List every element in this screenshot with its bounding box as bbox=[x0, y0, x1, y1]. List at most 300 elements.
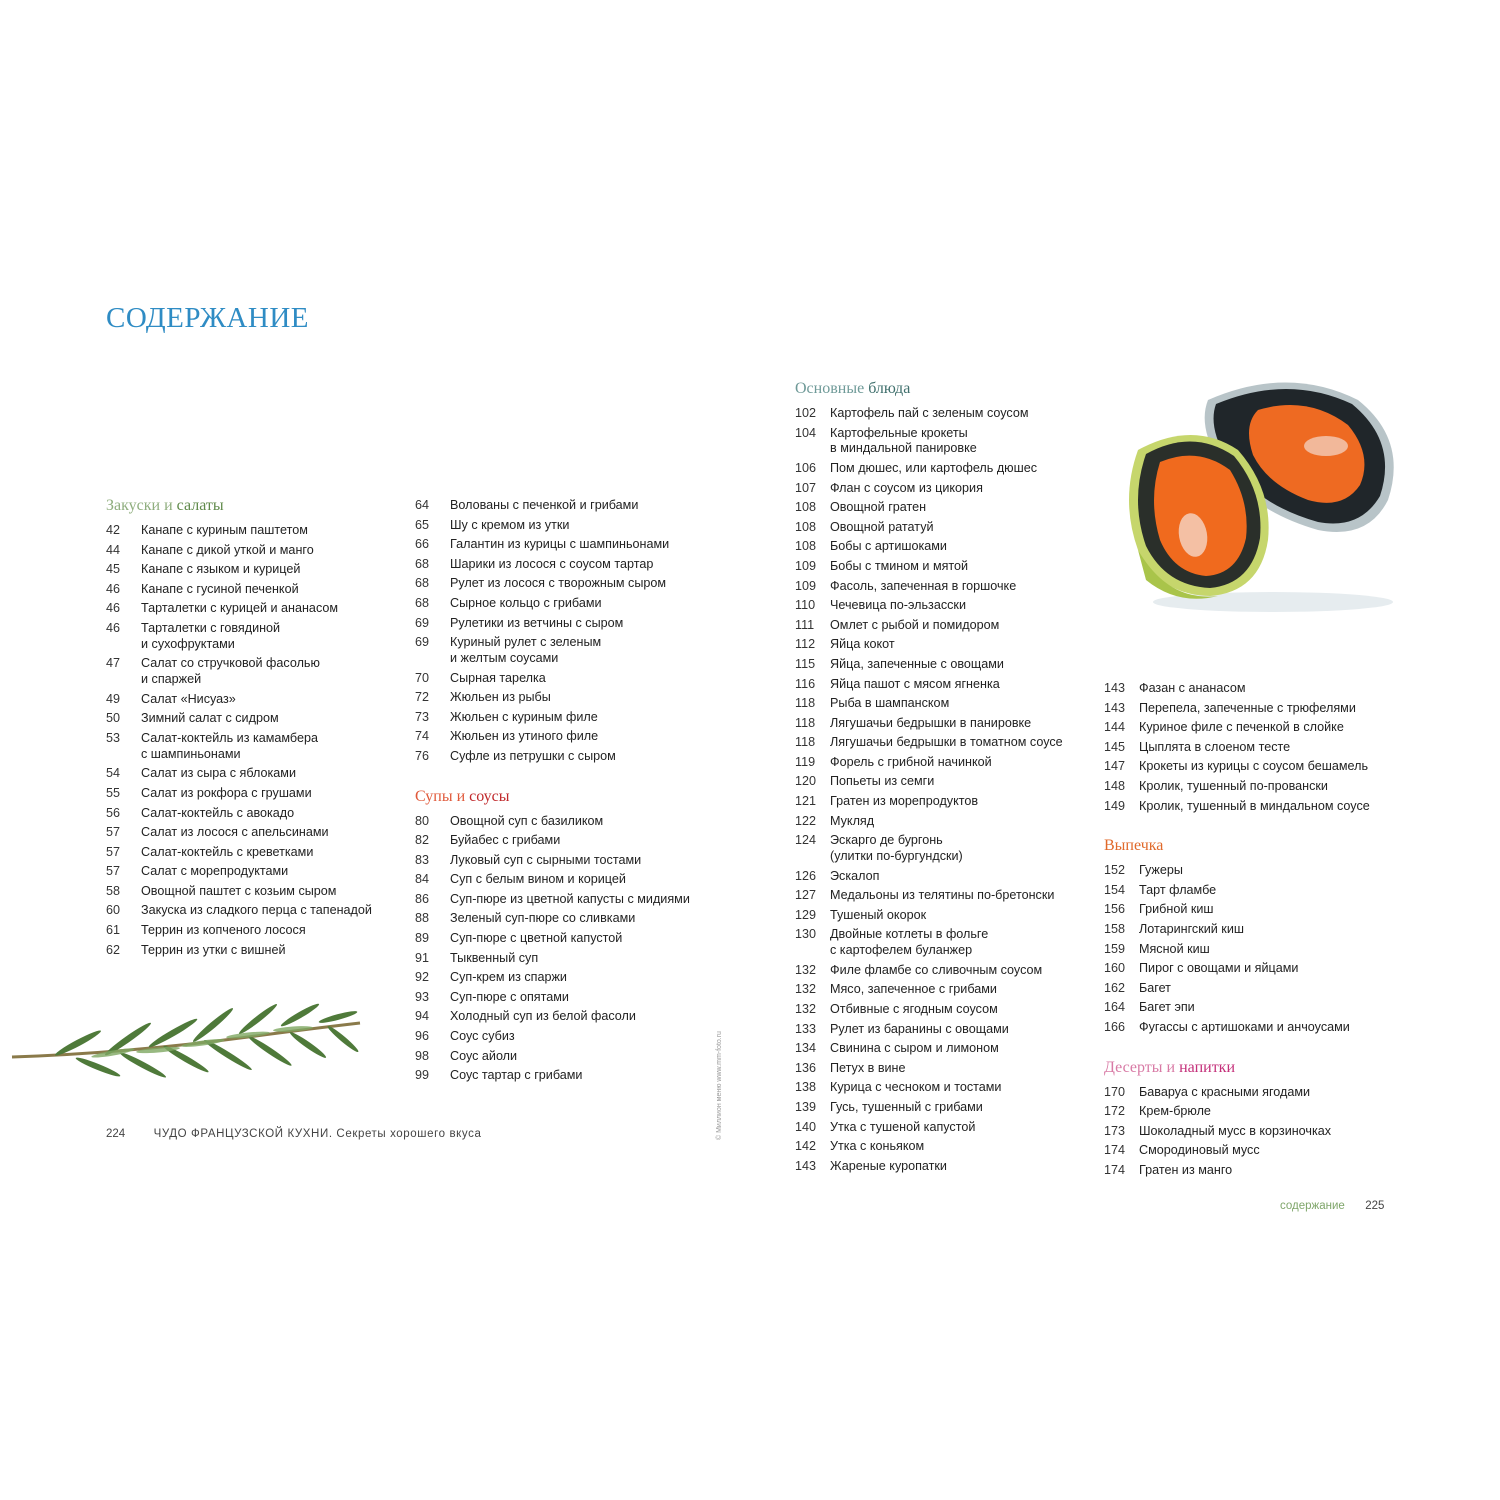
recipe-title: Тыквенный суп bbox=[450, 950, 539, 965]
recipe-title: Флан с соусом из цикория bbox=[830, 480, 983, 495]
toc-entry bbox=[1104, 720, 1404, 736]
toc-entry bbox=[1104, 1124, 1404, 1140]
recipe-title: Кролик, тушенный по-провански bbox=[1139, 778, 1328, 793]
toc-entry bbox=[795, 598, 1125, 614]
page-number: 68 bbox=[415, 576, 430, 591]
page-number: 132 bbox=[795, 1002, 817, 1017]
recipe-title: Утка с коньяком bbox=[830, 1139, 925, 1154]
page-number: 164 bbox=[1104, 1000, 1126, 1015]
toc-entry bbox=[795, 1080, 1125, 1096]
toc-entry bbox=[106, 923, 436, 939]
recipe-title: Фазан с ананасом bbox=[1139, 681, 1246, 695]
toc-entry bbox=[415, 596, 745, 612]
recipe-title: Лягушачьи бедрышки в панировке bbox=[830, 715, 1032, 730]
page-number: 138 bbox=[795, 1080, 817, 1095]
section-heading-vypechka bbox=[1104, 836, 1404, 856]
copyright-note: © Миллион меню www.mm-foto.ru bbox=[716, 1031, 723, 1140]
recipe-title: Бобы с артишоками bbox=[830, 539, 947, 554]
recipe-title: Шоколадный мусс в корзиночках bbox=[1139, 1123, 1332, 1138]
toc-entry bbox=[106, 864, 436, 880]
page-number-right: 225 bbox=[1365, 1200, 1385, 1212]
recipe-title: Пирог с овощами и яйцами bbox=[1139, 961, 1299, 976]
page-number: 121 bbox=[795, 794, 817, 809]
toc-entry bbox=[415, 853, 745, 869]
page-number: 65 bbox=[415, 517, 430, 532]
heading-part-b: соусы bbox=[469, 787, 510, 805]
page-number: 170 bbox=[1104, 1084, 1126, 1099]
toc-entry bbox=[795, 755, 1125, 771]
page-number: 147 bbox=[1104, 759, 1126, 774]
recipe-title: Кролик, тушенный в миндальном соусе bbox=[1139, 798, 1370, 813]
entry-list-osnovnye-cont bbox=[1104, 681, 1404, 814]
recipe-title: Жюльен с куриным филе bbox=[450, 709, 598, 724]
page-number: 154 bbox=[1104, 882, 1126, 897]
section-heading-supy bbox=[415, 787, 745, 807]
recipe-title: Канапе с дикой уткой и манго bbox=[141, 542, 314, 557]
entry-list-vypechka bbox=[1104, 863, 1404, 1036]
toc-entry bbox=[795, 833, 1125, 865]
toc-entry bbox=[106, 884, 436, 900]
toc-entry bbox=[415, 576, 745, 592]
recipe-title: Канапе с гусиной печенкой bbox=[141, 581, 299, 596]
toc-entry bbox=[106, 621, 436, 653]
page-number: 109 bbox=[795, 578, 817, 593]
page-number: 64 bbox=[415, 498, 430, 512]
recipe-title: Шарики из лосося с соусом тартар bbox=[450, 556, 654, 571]
page-number: 84 bbox=[415, 872, 430, 887]
page-number: 68 bbox=[415, 595, 430, 610]
page-number: 108 bbox=[795, 539, 817, 554]
toc-entry bbox=[795, 500, 1125, 516]
toc-entry bbox=[106, 692, 436, 708]
toc-entry bbox=[415, 872, 745, 888]
toc-entry bbox=[795, 1061, 1125, 1077]
toc-entry bbox=[795, 618, 1125, 634]
page-number: 132 bbox=[795, 962, 817, 977]
recipe-title: Багет эпи bbox=[1139, 1000, 1195, 1015]
heading-part-a: Закуски и bbox=[106, 497, 173, 514]
recipe-title: Салат из рокфора с грушами bbox=[141, 785, 312, 800]
heading-part-a: Супы и bbox=[415, 787, 466, 805]
toc-entry bbox=[795, 520, 1125, 536]
recipe-title: Лотарингский киш bbox=[1139, 921, 1244, 936]
toc-entry bbox=[106, 806, 436, 822]
toc-entry bbox=[1104, 681, 1404, 697]
page-number: 82 bbox=[415, 833, 430, 848]
page-number: 93 bbox=[415, 989, 430, 1004]
recipe-title: Террин из копченого лосося bbox=[141, 923, 306, 938]
recipe-title: Закуска из сладкого перца с тапенадой bbox=[141, 903, 372, 918]
recipe-title: Гратен из манго bbox=[1139, 1162, 1233, 1177]
page-number: 69 bbox=[415, 635, 430, 650]
recipe-title: Салат с морепродуктами bbox=[141, 864, 289, 879]
toc-entry bbox=[1104, 942, 1404, 958]
recipe-title: Канапе с куриным паштетом bbox=[141, 523, 308, 537]
recipe-title: Гратен из морепродуктов bbox=[830, 794, 979, 809]
toc-entry bbox=[1104, 1085, 1404, 1101]
recipe-title: Тушеный окорок bbox=[830, 907, 927, 922]
page-number: 49 bbox=[106, 691, 121, 706]
recipe-title: Курица с чесноком и тостами bbox=[830, 1080, 1002, 1095]
page-number: 127 bbox=[795, 888, 817, 903]
toc-entry bbox=[1104, 961, 1404, 977]
recipe-title: Буйабес с грибами bbox=[450, 833, 561, 848]
toc-entry bbox=[1104, 1020, 1404, 1036]
toc-entry bbox=[1104, 863, 1404, 879]
recipe-title: Утка с тушеной капустой bbox=[830, 1119, 976, 1134]
section-heading-osnovnye bbox=[795, 379, 1125, 399]
toc-entry bbox=[106, 582, 436, 598]
recipe-title: Мясной киш bbox=[1139, 941, 1210, 956]
toc-entry bbox=[415, 616, 745, 632]
toc-entry bbox=[795, 1100, 1125, 1116]
page-number: 72 bbox=[415, 690, 430, 705]
page-number: 96 bbox=[415, 1029, 430, 1044]
page-number: 143 bbox=[1104, 700, 1126, 715]
page-number: 115 bbox=[795, 656, 816, 671]
page-number: 118 bbox=[795, 735, 816, 750]
entry-list-osnovnye bbox=[795, 406, 1125, 1175]
toc-entry bbox=[795, 908, 1125, 924]
page-number: 47 bbox=[106, 656, 121, 671]
page-number: 60 bbox=[106, 903, 121, 918]
recipe-title: Тарт фламбе bbox=[1139, 882, 1217, 897]
toc-entry bbox=[415, 951, 745, 967]
toc-entry bbox=[795, 794, 1125, 810]
page-number: 140 bbox=[795, 1119, 817, 1134]
book-title: ЧУДО ФРАНЦУЗСКОЙ КУХНИ. Секреты хорошего вкуса bbox=[153, 1128, 482, 1140]
recipe-title: Медальоны из телятины по-бретонски bbox=[830, 888, 1055, 903]
toc-entry bbox=[795, 579, 1125, 595]
page-number: 45 bbox=[106, 562, 121, 577]
section-heading-deserty bbox=[1104, 1058, 1404, 1078]
page-number: 108 bbox=[795, 500, 817, 515]
toc-entry bbox=[415, 911, 745, 927]
heading-vypechka: Выпечка bbox=[1104, 837, 1164, 855]
recipe-title: Мясо, запеченное с грибами bbox=[830, 982, 997, 997]
toc-entry bbox=[415, 814, 745, 830]
toc-entry bbox=[106, 601, 436, 617]
recipe-title: Салат «Нисуаз» bbox=[141, 691, 236, 706]
toc-entry bbox=[795, 735, 1125, 751]
recipe-title: Куриный рулет с зеленым и желтым соусами bbox=[450, 635, 602, 665]
page-number: 54 bbox=[106, 766, 121, 781]
page-number: 119 bbox=[795, 754, 816, 769]
toc-entry bbox=[415, 518, 745, 534]
page-number: 124 bbox=[795, 833, 817, 848]
page-number: 152 bbox=[1104, 863, 1126, 878]
recipe-title: Лягушачьи бедрышки в томатном соусе bbox=[830, 735, 1063, 750]
toc-entry bbox=[415, 970, 745, 986]
page-number: 53 bbox=[106, 730, 121, 745]
recipe-title: Цыплята в слоеном тесте bbox=[1139, 739, 1291, 754]
page-number: 46 bbox=[106, 601, 121, 616]
recipe-title: Овощной суп с базиликом bbox=[450, 813, 604, 828]
footer-right bbox=[1280, 1200, 1384, 1212]
toc-entry bbox=[415, 557, 745, 573]
recipe-title: Террин из утки с вишней bbox=[141, 942, 286, 957]
toc-entry bbox=[795, 1139, 1125, 1155]
recipe-title: Жюльен из рыбы bbox=[450, 690, 551, 705]
toc-entry bbox=[1104, 883, 1404, 899]
page-number: 172 bbox=[1104, 1104, 1126, 1119]
recipe-title: Пом дюшес, или картофель дюшес bbox=[830, 460, 1038, 475]
recipe-title: Багет bbox=[1139, 980, 1171, 995]
toc-entry bbox=[415, 710, 745, 726]
toc-entry bbox=[1104, 981, 1404, 997]
page-number: 98 bbox=[415, 1048, 430, 1063]
toc-entry bbox=[1104, 1143, 1404, 1159]
page-number: 106 bbox=[795, 460, 817, 475]
toc-entry bbox=[795, 696, 1125, 712]
page-number: 92 bbox=[415, 970, 430, 985]
page-number: 99 bbox=[415, 1068, 430, 1083]
toc-entry bbox=[795, 461, 1125, 477]
page-number: 136 bbox=[795, 1060, 817, 1075]
page-number: 76 bbox=[415, 748, 430, 763]
page-number: 174 bbox=[1104, 1162, 1126, 1177]
recipe-title: Фугассы с артишоками и анчоусами bbox=[1139, 1019, 1350, 1034]
page-number: 132 bbox=[795, 982, 817, 997]
toc-entry bbox=[795, 888, 1125, 904]
toc-entry bbox=[415, 931, 745, 947]
recipe-title: Яйца пашот с мясом ягненка bbox=[830, 676, 1000, 691]
recipe-title: Салат со стручковой фасолью и спаржей bbox=[141, 656, 320, 687]
page-number: 143 bbox=[1104, 681, 1126, 695]
toc-entry bbox=[795, 637, 1125, 653]
page-number: 88 bbox=[415, 911, 430, 926]
page-number: 57 bbox=[106, 844, 121, 859]
entry-list-deserty bbox=[1104, 1085, 1404, 1179]
page-number: 104 bbox=[795, 425, 817, 440]
toc-entry bbox=[415, 892, 745, 908]
recipe-title: Куриное филе с печенкой в слойке bbox=[1139, 720, 1344, 735]
recipe-title: Смородиновый мусс bbox=[1139, 1143, 1260, 1158]
page-number: 69 bbox=[415, 615, 430, 630]
recipe-title: Салат из лосося с апельсинами bbox=[141, 825, 329, 840]
page-number: 162 bbox=[1104, 980, 1126, 995]
recipe-title: Зеленый суп-пюре со сливками bbox=[450, 911, 636, 926]
page-number: 74 bbox=[415, 729, 430, 744]
page-number: 86 bbox=[415, 891, 430, 906]
page-number: 102 bbox=[795, 406, 817, 420]
footer-left bbox=[106, 1128, 482, 1140]
toc-entry bbox=[795, 1159, 1125, 1175]
toc-entry bbox=[415, 498, 745, 514]
page-number: 50 bbox=[106, 711, 121, 726]
toc-entry bbox=[795, 869, 1125, 885]
page-number: 55 bbox=[106, 785, 121, 800]
page-number: 107 bbox=[795, 480, 817, 495]
toc-entry bbox=[1104, 1104, 1404, 1120]
page-number: 166 bbox=[1104, 1019, 1126, 1034]
recipe-title: Жюльен из утиного филе bbox=[450, 729, 599, 744]
recipe-title: Крокеты из курицы с соусом бешамель bbox=[1139, 759, 1369, 774]
recipe-title: Овощной гратен bbox=[830, 500, 927, 515]
toc-entry bbox=[106, 943, 436, 959]
page-number: 174 bbox=[1104, 1143, 1126, 1158]
recipe-title: Гужеры bbox=[1139, 863, 1183, 878]
heading-part-a: Десерты и bbox=[1104, 1058, 1176, 1076]
recipe-title: Гусь, тушенный с грибами bbox=[830, 1099, 983, 1114]
recipe-title: Суп с белым вином и корицей bbox=[450, 872, 626, 887]
page-number: 89 bbox=[415, 931, 430, 946]
toc-entry bbox=[106, 543, 436, 559]
toc-entry bbox=[106, 562, 436, 578]
toc-entry bbox=[795, 814, 1125, 830]
recipe-title: Соус тартар с грибами bbox=[450, 1068, 583, 1083]
recipe-title: Чечевица по-эльзасски bbox=[830, 598, 966, 613]
heading-part-a: Основные bbox=[795, 380, 865, 397]
toc-column-4 bbox=[1104, 681, 1404, 1182]
toc-entry bbox=[795, 539, 1125, 555]
recipe-title: Галантин из курицы с шампиньонами bbox=[450, 537, 670, 552]
recipe-title: Жареные куропатки bbox=[830, 1158, 947, 1173]
heading-part-b: напитки bbox=[1179, 1058, 1236, 1076]
toc-entry bbox=[795, 1022, 1125, 1038]
page-number: 111 bbox=[795, 617, 815, 632]
page-number-left: 224 bbox=[106, 1128, 126, 1140]
page-number: 66 bbox=[415, 537, 430, 552]
toc-entry bbox=[1104, 1163, 1404, 1179]
recipe-title: Суп-пюре с цветной капустой bbox=[450, 931, 623, 946]
recipe-title: Луковый суп с сырными тостами bbox=[450, 852, 642, 867]
page-number: 70 bbox=[415, 670, 430, 685]
page-number: 109 bbox=[795, 558, 817, 573]
recipe-title: Двойные котлеты в фольге с картофелем буланжер bbox=[830, 927, 989, 958]
toc-entry bbox=[1104, 1000, 1404, 1016]
toc-entry bbox=[1104, 779, 1404, 795]
page-number: 139 bbox=[795, 1099, 817, 1114]
recipe-title: Суфле из петрушки с сыром bbox=[450, 748, 616, 763]
recipe-title: Салат из сыра с яблоками bbox=[141, 766, 296, 781]
page-number: 46 bbox=[106, 620, 121, 635]
toc-entry bbox=[795, 426, 1125, 458]
recipe-title: Соус субиз bbox=[450, 1029, 515, 1044]
page-number: 130 bbox=[795, 927, 817, 942]
toc-entry bbox=[1104, 759, 1404, 775]
page-number: 116 bbox=[795, 676, 816, 691]
toc-entry bbox=[795, 1002, 1125, 1018]
page-number: 159 bbox=[1104, 941, 1126, 956]
recipe-title: Тарталетки с курицей и ананасом bbox=[141, 601, 339, 616]
toc-entry bbox=[106, 786, 436, 802]
recipe-title: Соус айоли bbox=[450, 1048, 518, 1063]
page-number: 143 bbox=[795, 1158, 817, 1173]
page-number: 91 bbox=[415, 950, 430, 965]
recipe-title: Яйца, запеченные с овощами bbox=[830, 656, 1004, 671]
recipe-title: Рыба в шампанском bbox=[830, 696, 950, 711]
page-number: 80 bbox=[415, 813, 430, 828]
page-number: 57 bbox=[106, 864, 121, 879]
recipe-title: Яйца кокот bbox=[830, 637, 895, 652]
toc-entry bbox=[415, 1049, 745, 1065]
recipe-title: Крем-брюле bbox=[1139, 1104, 1211, 1119]
toc-entry bbox=[415, 990, 745, 1006]
toc-column-1 bbox=[106, 496, 436, 962]
recipe-title: Рулет из лосося с творожным сыром bbox=[450, 576, 667, 591]
toc-entry bbox=[415, 1009, 745, 1025]
page-number: 68 bbox=[415, 556, 430, 571]
toc-entry bbox=[415, 671, 745, 687]
recipe-title: Отбивные с ягодным соусом bbox=[830, 1002, 998, 1017]
page-number: 58 bbox=[106, 883, 121, 898]
recipe-title: Волованы с печенкой и грибами bbox=[450, 498, 639, 512]
recipe-title: Салат-коктейль из камамбера с шампиньонами bbox=[141, 730, 319, 761]
page-number: 44 bbox=[106, 542, 121, 557]
page-number: 148 bbox=[1104, 778, 1126, 793]
recipe-title: Овощной рататуй bbox=[830, 519, 934, 534]
page-number: 145 bbox=[1104, 739, 1126, 754]
recipe-title: Шу с кремом из утки bbox=[450, 517, 570, 532]
page-number: 142 bbox=[795, 1139, 817, 1154]
recipe-title: Салат-коктейль с креветками bbox=[141, 844, 314, 859]
entry-list-supy bbox=[415, 814, 745, 1085]
recipe-title: Форель с грибной начинкой bbox=[830, 754, 992, 769]
toc-entry bbox=[795, 657, 1125, 673]
page-number: 118 bbox=[795, 696, 816, 711]
page-number: 61 bbox=[106, 923, 121, 938]
page-number: 110 bbox=[795, 598, 816, 613]
page-number: 134 bbox=[795, 1041, 817, 1056]
mussels-image bbox=[1098, 370, 1418, 620]
page-number: 62 bbox=[106, 942, 121, 957]
page-number: 118 bbox=[795, 715, 816, 730]
recipe-title: Попьеты из семги bbox=[830, 774, 935, 789]
toc-entry bbox=[106, 766, 436, 782]
rosemary-sprig-image bbox=[8, 995, 368, 1090]
page-number: 56 bbox=[106, 805, 121, 820]
toc-entry bbox=[106, 523, 436, 539]
recipe-title: Грибной киш bbox=[1139, 902, 1214, 917]
recipe-title: Фасоль, запеченная в горшочке bbox=[830, 578, 1017, 593]
section-name: содержание bbox=[1280, 1200, 1345, 1212]
recipe-title: Канапе с языком и курицей bbox=[141, 562, 301, 577]
toc-entry bbox=[106, 731, 436, 763]
heading-part-b: блюда bbox=[868, 380, 911, 397]
recipe-title: Петух в вине bbox=[830, 1060, 906, 1075]
recipe-title: Бобы с тмином и мятой bbox=[830, 558, 969, 573]
toc-entry bbox=[795, 774, 1125, 790]
page-number: 126 bbox=[795, 868, 817, 883]
toc-entry bbox=[795, 716, 1125, 732]
recipe-title: Эскарго де бургонь (улитки по-бургундски) bbox=[830, 833, 963, 864]
recipe-title: Холодный суп из белой фасоли bbox=[450, 1009, 636, 1024]
recipe-title: Рулетики из ветчины с сыром bbox=[450, 615, 624, 630]
toc-entry bbox=[415, 1029, 745, 1045]
recipe-title: Суп-пюре с опятами bbox=[450, 989, 569, 1004]
toc-entry bbox=[106, 845, 436, 861]
toc-entry bbox=[1104, 799, 1404, 815]
recipe-title: Эскалоп bbox=[830, 868, 880, 883]
toc-entry bbox=[795, 1120, 1125, 1136]
toc-entry bbox=[795, 963, 1125, 979]
entry-list-zakuski-cont bbox=[415, 498, 745, 765]
toc-entry bbox=[795, 982, 1125, 998]
toc-entry bbox=[795, 559, 1125, 575]
page-number: 83 bbox=[415, 852, 430, 867]
toc-entry bbox=[1104, 922, 1404, 938]
recipe-title: Овощной паштет с козьим сыром bbox=[141, 883, 337, 898]
recipe-title: Перепела, запеченные с трюфелями bbox=[1139, 700, 1356, 715]
recipe-title: Баваруа с красными ягодами bbox=[1139, 1084, 1311, 1099]
page-number: 73 bbox=[415, 709, 430, 724]
page-number: 173 bbox=[1104, 1123, 1126, 1138]
page-number: 42 bbox=[106, 523, 121, 537]
page-number: 46 bbox=[106, 581, 121, 596]
page-number: 94 bbox=[415, 1009, 430, 1024]
page-number: 122 bbox=[795, 813, 817, 828]
